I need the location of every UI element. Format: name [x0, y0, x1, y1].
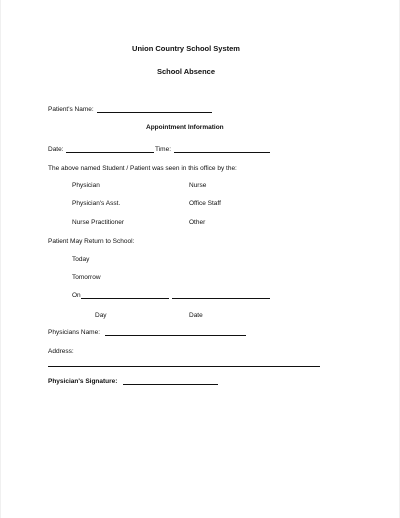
form-title: School Absence: [156, 67, 216, 76]
return-today: Today: [72, 256, 90, 263]
date-label: Date:: [48, 146, 64, 153]
appointment-heading: Appointment Information: [146, 124, 224, 131]
signature-field[interactable]: [123, 384, 218, 385]
time-field[interactable]: [174, 152, 270, 153]
physician-name-field[interactable]: [105, 335, 246, 336]
time-label: Time:: [155, 146, 172, 153]
option-other: Other: [189, 219, 206, 226]
day-caption: Day: [95, 312, 107, 319]
date-field[interactable]: [66, 152, 154, 153]
option-nurse: Nurse: [189, 182, 207, 189]
return-on-label: On: [72, 292, 81, 299]
address-field[interactable]: [48, 366, 320, 367]
option-physician: Physician: [72, 182, 100, 189]
return-tomorrow: Tomorrow: [72, 274, 101, 281]
return-day-field[interactable]: [81, 298, 169, 299]
date-caption: Date: [189, 312, 203, 319]
address-label: Address:: [48, 348, 74, 355]
seen-by-statement: The above named Student / Patient was seen in this office by the:: [48, 165, 237, 172]
return-label: Patient May Return to School:: [48, 238, 135, 245]
return-date-field[interactable]: [172, 298, 270, 299]
option-office-staff: Office Staff: [189, 200, 221, 207]
option-nurse-practitioner: Nurse Practitioner: [72, 219, 125, 226]
option-physicians-asst: Physician's Asst.: [72, 200, 121, 207]
signature-label: Physician's Signature:: [48, 378, 118, 385]
patient-name-label: Patient's Name:: [48, 106, 94, 113]
patient-name-field[interactable]: [97, 112, 212, 113]
physician-name-label: Physicians Name:: [48, 329, 101, 336]
organization-name: Union Country School System: [132, 44, 240, 53]
